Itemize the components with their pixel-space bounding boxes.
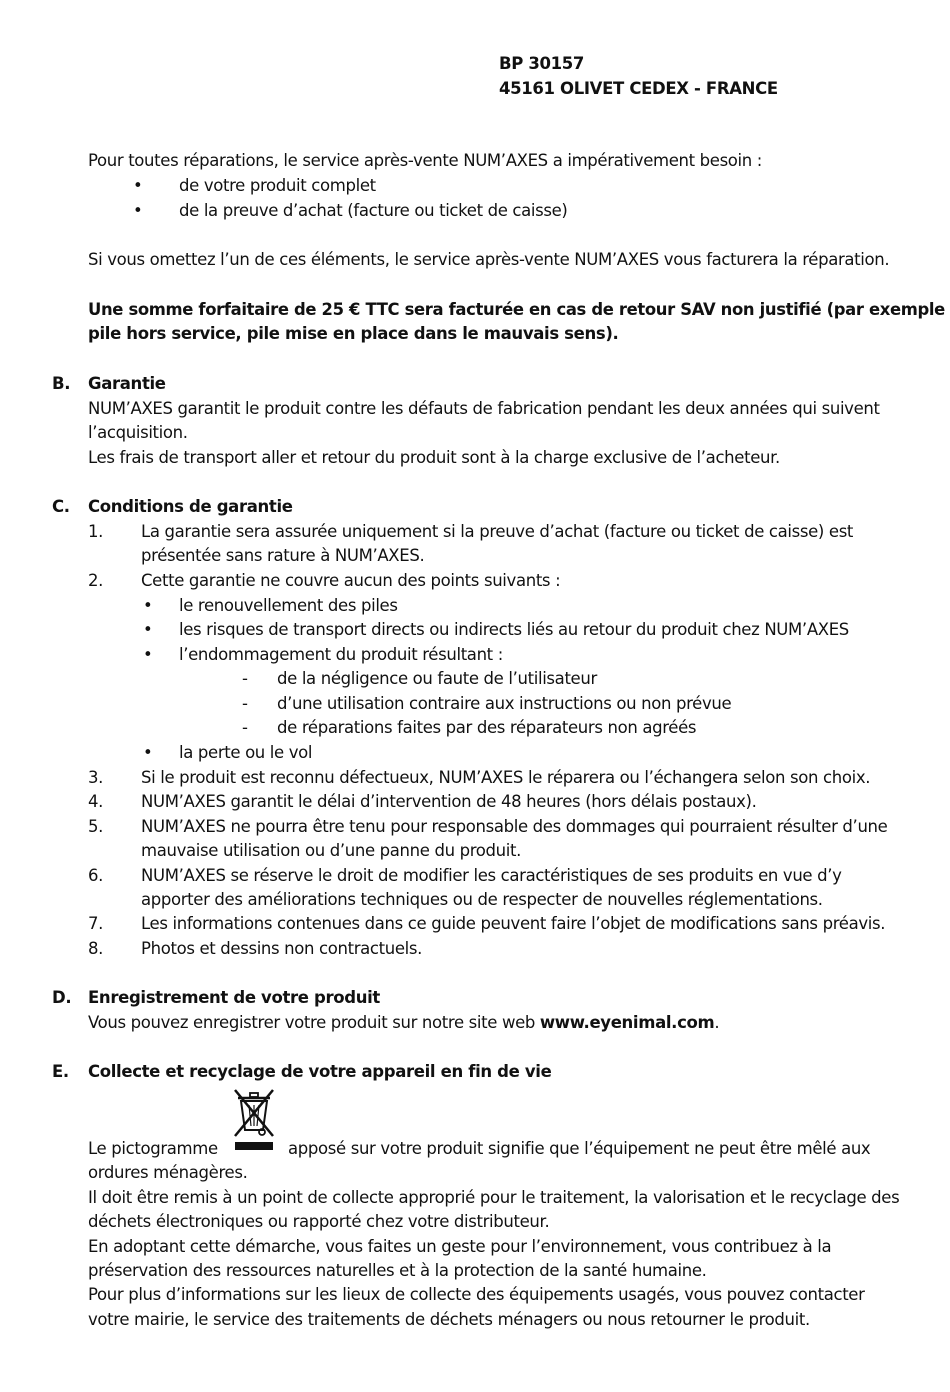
item-2-bullet-3: l’endommagement du produit résultant : bbox=[179, 645, 503, 664]
section-b-line-1: NUM’AXES garantit le produit contre les défauts de fabrication pendant les deux années qui suivent bbox=[88, 399, 880, 418]
section-e-line-1: ordures ménagères. bbox=[88, 1163, 248, 1182]
item-4-line-1: NUM’AXES garantit le délai d’intervention de 48 heures (hors délais postaux). bbox=[141, 792, 757, 811]
dash-marker: - bbox=[242, 669, 248, 688]
item-1-line-1: La garantie sera assurée uniquement si la preuve d’achat (facture ou ticket de caisse) est bbox=[141, 522, 854, 541]
picto-text-after: apposé sur votre produit signifie que l’équipement ne peut être mêlé aux bbox=[288, 1139, 871, 1158]
sav-fee-line-2: pile hors service, pile mise en place dans le mauvais sens). bbox=[88, 324, 619, 343]
section-e-line-5: préservation des ressources naturelles et à la protection de la santé humaine. bbox=[88, 1261, 707, 1280]
section-e-line-4: En adoptant cette démarche, vous faites un geste pour l’environnement, vous contribuez à la bbox=[88, 1237, 832, 1256]
section-e-line-2: Il doit être remis à un point de collecte approprié pour le traitement, la valorisation et le recyclage des bbox=[88, 1188, 900, 1207]
section-e-letter: E. bbox=[52, 1062, 69, 1081]
item-2-line-1: Cette garantie ne couvre aucun des points suivants : bbox=[141, 571, 561, 590]
dash-item-3: de réparations faites par des réparateurs non agréés bbox=[277, 718, 697, 737]
dash-item-1: de la négligence ou faute de l’utilisateur bbox=[277, 669, 597, 688]
dash-marker: - bbox=[242, 718, 248, 737]
section-b-title: Garantie bbox=[88, 374, 166, 393]
section-d-text-after: . bbox=[714, 1013, 720, 1032]
item-6-line-2: apporter des améliorations techniques ou de respecter de nouvelles réglementations. bbox=[141, 890, 823, 909]
address-line-1: BP 30157 bbox=[499, 54, 585, 73]
sav-fee-line-1: Une somme forfaitaire de 25 € TTC sera facturée en cas de retour SAV non justifié (par exemple bbox=[88, 300, 945, 319]
item-number: 8. bbox=[88, 939, 104, 958]
item-2-bullet-4: la perte ou le vol bbox=[179, 743, 313, 762]
section-e-title: Collecte et recyclage de votre appareil en fin de vie bbox=[88, 1062, 552, 1081]
sav-omit-text: Si vous omettez l’un de ces éléments, le service après-vente NUM’AXES vous facturera la réparation. bbox=[88, 250, 890, 269]
address-line-2: 45161 OLIVET CEDEX - FRANCE bbox=[499, 79, 778, 98]
section-e-line-3: déchets électroniques ou rapporté chez votre distributeur. bbox=[88, 1212, 550, 1231]
sav-intro: Pour toutes réparations, le service après-vente NUM’AXES a impérativement besoin : bbox=[88, 151, 763, 170]
item-7-line-1: Les informations contenues dans ce guide peuvent faire l’objet de modifications sans préavis. bbox=[141, 914, 886, 933]
item-8-line-1: Photos et dessins non contractuels. bbox=[141, 939, 423, 958]
dash-item-2: d’une utilisation contraire aux instructions ou non prévue bbox=[277, 694, 732, 713]
bullet: • bbox=[143, 645, 153, 664]
section-b-letter: B. bbox=[52, 374, 71, 393]
item-number: 4. bbox=[88, 792, 104, 811]
crossed-out-wheelie-bin-icon bbox=[229, 1086, 279, 1156]
picto-text-before: Le pictogramme bbox=[88, 1139, 218, 1158]
sav-bullet-2: de la preuve d’achat (facture ou ticket de caisse) bbox=[179, 201, 568, 220]
bullet: • bbox=[133, 201, 143, 220]
item-2-bullet-2: les risques de transport directs ou indirects liés au retour du produit chez NUM’AXES bbox=[179, 620, 849, 639]
section-d-text-before: Vous pouvez enregistrer votre produit sur notre site web bbox=[88, 1013, 540, 1032]
dash-marker: - bbox=[242, 694, 248, 713]
section-d-letter: D. bbox=[52, 988, 72, 1007]
item-number: 6. bbox=[88, 866, 104, 885]
website-link[interactable]: www.eyenimal.com bbox=[539, 1013, 715, 1032]
bullet: • bbox=[143, 743, 153, 762]
item-3-line-1: Si le produit est reconnu défectueux, NUM’AXES le réparera ou l’échangera selon son choix. bbox=[141, 768, 871, 787]
section-c-title: Conditions de garantie bbox=[88, 497, 293, 516]
item-2-bullet-1: le renouvellement des piles bbox=[179, 596, 398, 615]
item-number: 7. bbox=[88, 914, 104, 933]
section-c-letter: C. bbox=[52, 497, 70, 516]
item-number: 2. bbox=[88, 571, 104, 590]
item-number: 5. bbox=[88, 817, 104, 836]
section-e-line-6: Pour plus d’informations sur les lieux de collecte des équipements usagés, vous pouvez contacter bbox=[88, 1285, 865, 1304]
section-b-line-3: Les frais de transport aller et retour du produit sont à la charge exclusive de l’acheteur. bbox=[88, 448, 780, 467]
sav-bullet-1: de votre produit complet bbox=[179, 176, 376, 195]
section-b-line-2: l’acquisition. bbox=[88, 423, 188, 442]
bullet: • bbox=[143, 620, 153, 639]
item-number: 3. bbox=[88, 768, 104, 787]
bullet: • bbox=[143, 596, 153, 615]
item-1-line-2: présentée sans rature à NUM’AXES. bbox=[141, 546, 425, 565]
item-5-line-1: NUM’AXES ne pourra être tenu pour responsable des dommages qui pourraient résulter d’une bbox=[141, 817, 888, 836]
section-d-title: Enregistrement de votre produit bbox=[88, 988, 380, 1007]
section-e-line-7: votre mairie, le service des traitements de déchets ménagers ou nous retourner le produit. bbox=[88, 1310, 810, 1329]
item-number: 1. bbox=[88, 522, 104, 541]
item-6-line-1: NUM’AXES se réserve le droit de modifier les caractéristiques de ses produits en vue d’y bbox=[141, 866, 842, 885]
bullet: • bbox=[133, 176, 143, 195]
item-5-line-2: mauvaise utilisation ou d’une panne du produit. bbox=[141, 841, 522, 860]
section-d-text bbox=[88, 1011, 719, 1035]
